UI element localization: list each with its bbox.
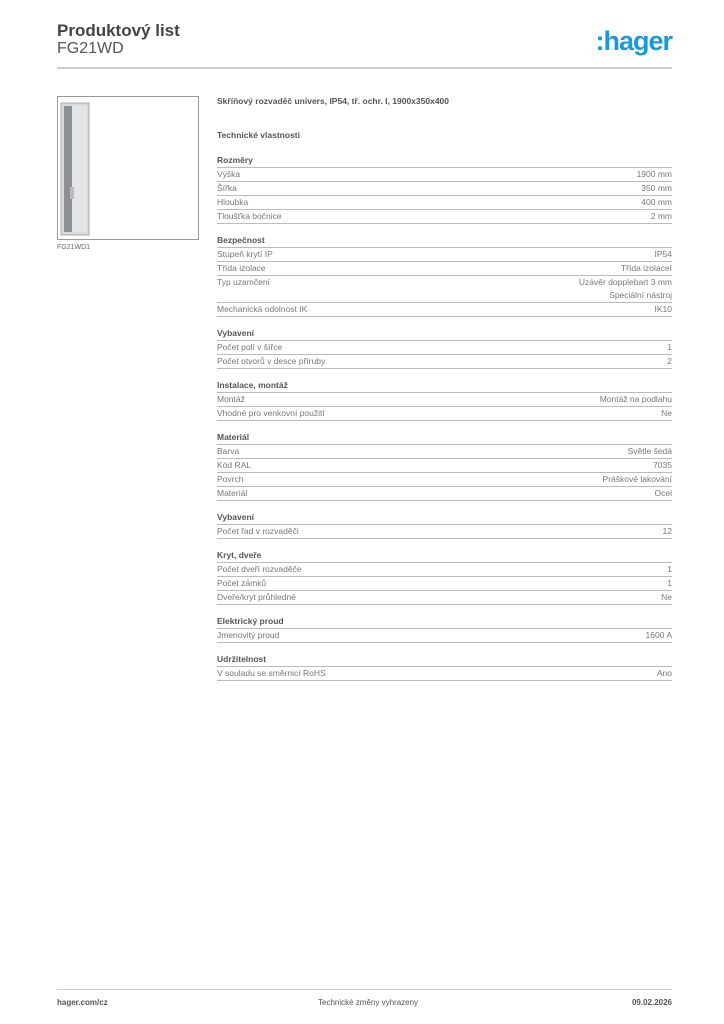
spec-section xyxy=(217,379,672,421)
section-title: Materiál xyxy=(217,431,672,445)
spec-row xyxy=(217,667,672,681)
spec-label: V souladu se směrnicí RoHS xyxy=(217,668,326,678)
spec-label: Tloušťka bočnice xyxy=(217,211,282,221)
section-title: Rozměry xyxy=(217,154,672,168)
spec-label: Vhodné pro venkovní použití xyxy=(217,408,325,418)
spec-row xyxy=(217,303,672,317)
section-title: Elektrický proud xyxy=(217,615,672,629)
product-code: FG21WD xyxy=(57,40,124,57)
footer-note: Technické změny vyhrazeny xyxy=(318,998,419,1007)
specifications xyxy=(217,96,672,681)
spec-section xyxy=(217,653,672,681)
page-title: Produktový list xyxy=(57,21,180,40)
product-image xyxy=(57,96,199,240)
spec-value: Práškové lakování xyxy=(602,474,672,484)
spec-row xyxy=(217,276,672,303)
spec-label: Barva xyxy=(217,446,240,456)
spec-row xyxy=(217,393,672,407)
section-title: Vybavení xyxy=(217,511,672,525)
spec-row xyxy=(217,473,672,487)
footer-date: 09.02.2026 xyxy=(631,998,672,1007)
section-title: Bezpečnost xyxy=(217,234,672,248)
spec-label: Mechanická odolnost IK xyxy=(217,304,308,314)
section-title: Vybavení xyxy=(217,327,672,341)
spec-value: 1600 A xyxy=(645,630,672,640)
spec-value: Ne xyxy=(661,408,672,418)
spec-row xyxy=(217,182,672,196)
spec-section xyxy=(217,511,672,539)
product-description: Skříňový rozvaděč univers, IP54, tř. ochr. I, 1900x350x400 xyxy=(217,96,449,106)
spec-row xyxy=(217,355,672,369)
spec-label: Jmenovitý proud xyxy=(217,630,280,640)
spec-row xyxy=(217,591,672,605)
spec-row xyxy=(217,577,672,591)
image-caption: FG21WD1 xyxy=(57,244,91,251)
spec-label: Počet polí v šířce xyxy=(217,342,283,352)
spec-row xyxy=(217,525,672,539)
spec-row xyxy=(217,459,672,473)
spec-row xyxy=(217,445,672,459)
footer-website[interactable]: hager.com/cz xyxy=(57,998,108,1007)
spec-row xyxy=(217,487,672,501)
spec-section xyxy=(217,234,672,317)
spec-label: Třída izolace xyxy=(217,263,266,273)
hager-logo: :hager xyxy=(595,26,672,56)
spec-value: IK10 xyxy=(654,304,672,314)
spec-value: Ocel xyxy=(654,488,672,498)
spec-value: 7035 xyxy=(653,460,672,470)
spec-label: Šířka xyxy=(217,183,237,193)
spec-value: Třída izolaceI xyxy=(620,263,672,273)
spec-row xyxy=(217,407,672,421)
spec-label: Hloubka xyxy=(217,197,249,207)
section-title: Udržitelnost xyxy=(217,653,672,667)
spec-value: 2 xyxy=(667,356,672,366)
spec-value: 1 xyxy=(667,342,672,352)
spec-value: 400 mm xyxy=(641,197,672,207)
spec-section xyxy=(217,549,672,605)
spec-row xyxy=(217,168,672,182)
spec-value: Montáž na podlahu xyxy=(599,394,672,404)
spec-row xyxy=(217,341,672,355)
header-divider xyxy=(57,67,672,69)
spec-value: Ano xyxy=(656,668,672,678)
spec-label: Typ uzamčení xyxy=(217,277,270,287)
section-title: Instalace, montáž xyxy=(217,379,672,393)
spec-row xyxy=(217,563,672,577)
spec-section xyxy=(217,615,672,643)
spec-value: 350 mm xyxy=(641,183,672,193)
spec-value: 12 xyxy=(662,526,672,536)
spec-label: Počet otvorů v desce příruby xyxy=(217,356,326,366)
spec-label: Montáž xyxy=(217,394,245,404)
spec-value: Světle šedá xyxy=(627,446,672,456)
spec-section xyxy=(217,431,672,501)
spec-label: Dveře/kryt průhledné xyxy=(217,592,296,602)
spec-row xyxy=(217,262,672,276)
spec-section xyxy=(217,154,672,224)
spec-value: 1 xyxy=(667,564,672,574)
spec-value: IP54 xyxy=(654,249,672,259)
spec-row xyxy=(217,210,672,224)
spec-label: Kód RAL xyxy=(217,460,252,470)
spec-value: 1 xyxy=(667,578,672,588)
spec-label: Materiál xyxy=(217,488,248,498)
footer-divider xyxy=(57,989,672,990)
spec-value: 2 mm xyxy=(650,211,672,221)
spec-label: Počet zámků xyxy=(217,578,267,588)
spec-label: Počet řad v rozvaděči xyxy=(217,526,299,536)
spec-row xyxy=(217,248,672,262)
spec-row xyxy=(217,196,672,210)
spec-value: Uzávěr dopplebart 3 mm Speciální nástroj xyxy=(578,277,672,300)
spec-value: 1900 mm xyxy=(636,169,672,179)
spec-label: Počet dveří rozvaděče xyxy=(217,564,302,574)
spec-label: Výška xyxy=(217,169,241,179)
section-title: Kryt, dveře xyxy=(217,549,672,563)
technical-heading: Technické vlastnosti xyxy=(217,130,300,140)
spec-value: Ne xyxy=(661,592,672,602)
spec-label: Stupeň krytí IP xyxy=(217,249,273,259)
spec-label: Povrch xyxy=(217,474,244,484)
spec-row xyxy=(217,629,672,643)
spec-section xyxy=(217,327,672,369)
